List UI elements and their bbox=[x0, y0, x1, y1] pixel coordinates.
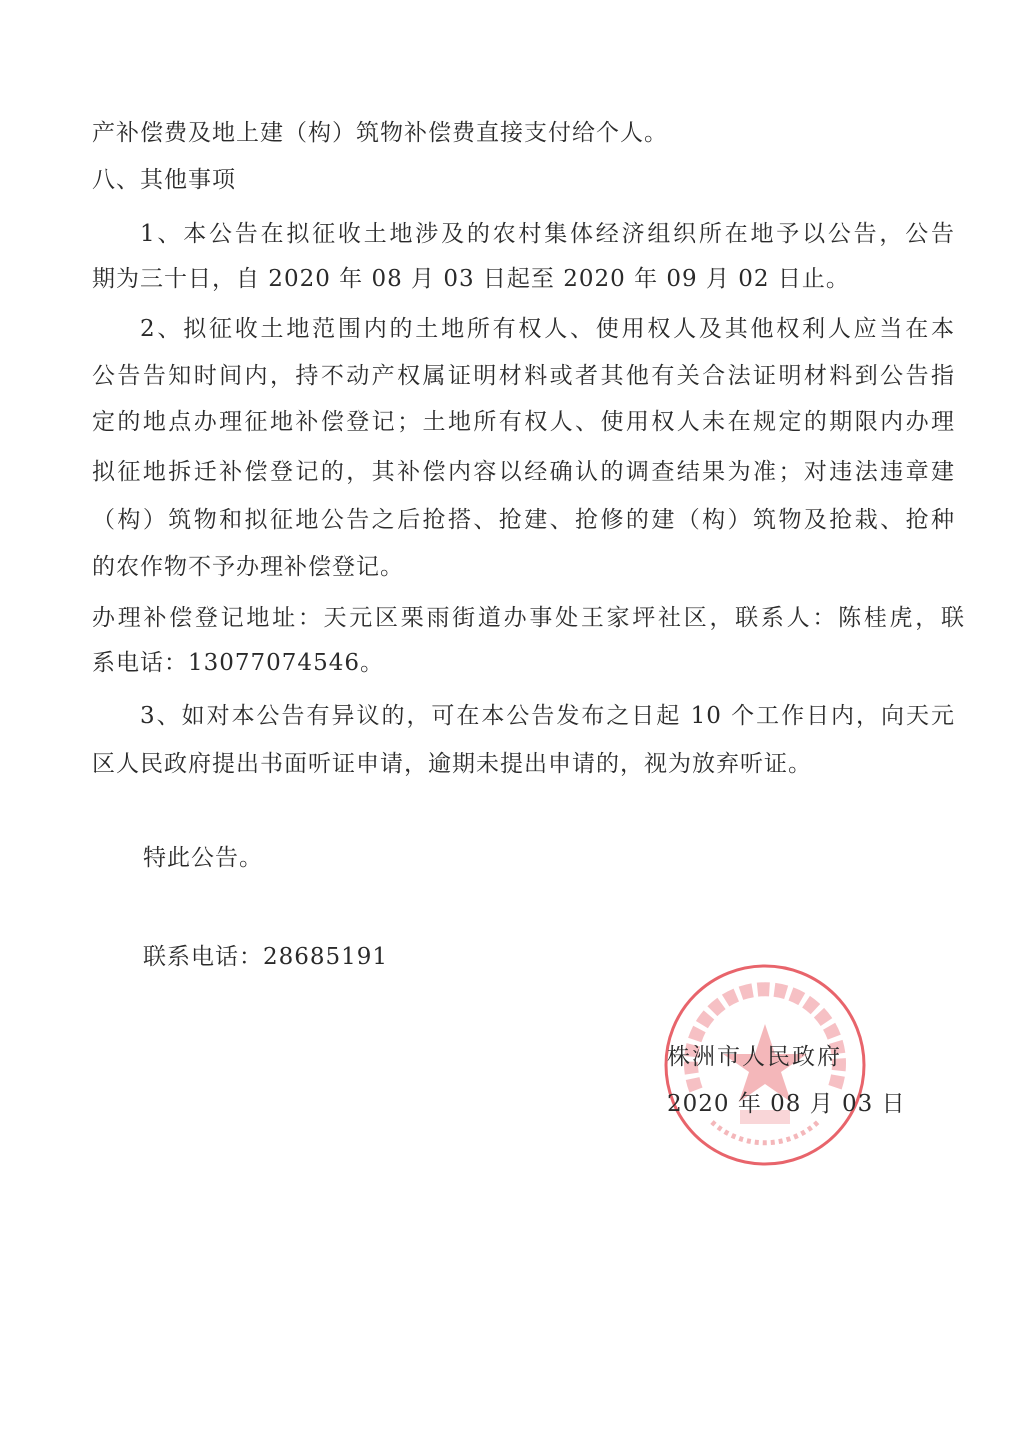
issuer-name: 株洲市人民政府 bbox=[667, 1044, 842, 1070]
paragraph-line: 期为三十日，自 2020 年 08 月 03 日起至 2020 年 09 月 02 日止。 bbox=[92, 266, 850, 292]
paragraph-line: 1、本公告在拟征收土地涉及的农村集体经济组织所在地予以公告，公告 bbox=[140, 221, 955, 247]
paragraph-line: 产补偿费及地上建（构）筑物补偿费直接支付给个人。 bbox=[92, 120, 668, 146]
section-heading: 八、其他事项 bbox=[92, 167, 236, 193]
issue-date: 2020 年 08 月 03 日 bbox=[667, 1091, 906, 1117]
paragraph-line: 的农作物不予办理补偿登记。 bbox=[92, 554, 404, 580]
contact-phone-line: 系电话：13077074546。 bbox=[92, 650, 384, 676]
paragraph-line: 定的地点办理征地补偿登记；土地所有权人、使用权人未在规定的期限内办理 bbox=[92, 409, 955, 435]
contact-phone: 联系电话：28685191 bbox=[143, 944, 389, 970]
address-line: 办理补偿登记地址：天元区栗雨街道办事处王家坪社区，联系人：陈桂虎，联 bbox=[92, 605, 965, 631]
paragraph-line: 2、拟征收土地范围内的土地所有权人、使用权人及其他权利人应当在本 bbox=[140, 316, 955, 342]
paragraph-line: （构）筑物和拟征地公告之后抢搭、抢建、抢修的建（构）筑物及抢栽、抢种 bbox=[92, 507, 955, 533]
paragraph-line: 公告告知时间内，持不动产权属证明材料或者其他有关合法证明材料到公告指 bbox=[92, 363, 955, 389]
paragraph-line: 区人民政府提出书面听证申请，逾期未提出申请的，视为放弃听证。 bbox=[92, 751, 812, 777]
paragraph-line: 3、如对本公告有异议的，可在本公告发布之日起 10 个工作日内，向天元 bbox=[140, 703, 955, 729]
closing-statement: 特此公告。 bbox=[143, 845, 263, 871]
paragraph-line: 拟征地拆迁补偿登记的，其补偿内容以经确认的调查结果为准；对违法违章建 bbox=[92, 459, 955, 485]
